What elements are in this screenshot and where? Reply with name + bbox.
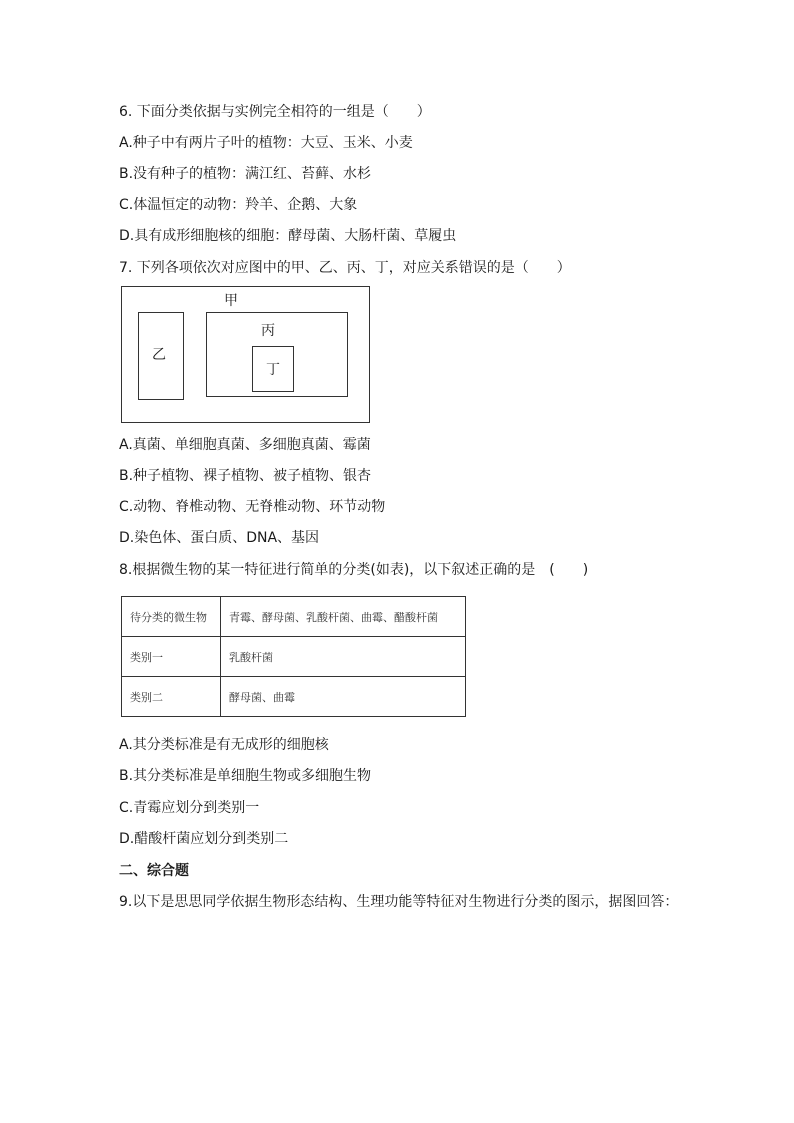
q7-option-b: B.种子植物、裸子植物、被子植物、银杏	[119, 468, 372, 484]
q8-option-c: C.青霉应划分到类别一	[119, 800, 260, 816]
q8-option-a: A.其分类标准是有无成形的细胞核	[119, 737, 329, 753]
table-cell: 酵母菌、曲霉	[221, 677, 466, 717]
table-cell: 类别一	[122, 637, 221, 677]
q6-option-d: D.具有成形细胞核的细胞：酵母菌、大肠杆菌、草履虫	[119, 228, 457, 244]
table-row	[122, 637, 466, 677]
q8-option-d: D.醋酸杆菌应划分到类别二	[119, 831, 289, 847]
q6-stem: 6. 下面分类依据与实例完全相符的一组是（ ）	[119, 104, 431, 120]
table-cell: 青霉、酵母菌、乳酸杆菌、曲霉、醋酸杆菌	[221, 597, 466, 637]
box-bing	[206, 312, 348, 397]
table-cell: 类别二	[122, 677, 221, 717]
q7-option-d: D.染色体、蛋白质、DNA、基因	[119, 530, 320, 546]
box-yi	[138, 312, 184, 400]
label-bing: 丙	[261, 323, 275, 339]
label-ding: 丁	[266, 362, 280, 378]
q7-option-c: C.动物、脊椎动物、无脊椎动物、环节动物	[119, 499, 386, 515]
table-cell: 待分类的微生物	[122, 597, 221, 637]
box-ding	[252, 346, 294, 392]
q6-option-b: B.没有种子的植物：满江红、苔藓、水杉	[119, 166, 372, 182]
q6-option-c: C.体温恒定的动物：羚羊、企鹅、大象	[119, 197, 358, 213]
table-cell: 乳酸杆菌	[221, 637, 466, 677]
q7-set-diagram	[121, 286, 370, 423]
label-yi: 乙	[152, 347, 166, 363]
table-row	[122, 677, 466, 717]
q8-classification-table	[121, 596, 466, 717]
q9-stem: 9.以下是思思同学依据生物形态结构、生理功能等特征对生物进行分类的图示，据图回答：	[119, 894, 679, 910]
q6-option-a: A.种子中有两片子叶的植物：大豆、玉米、小麦	[119, 135, 413, 151]
q7-stem: 7. 下列各项依次对应图中的甲、乙、丙、丁，对应关系错误的是（ ）	[119, 260, 571, 276]
q8-option-b: B.其分类标准是单细胞生物或多细胞生物	[119, 768, 372, 784]
q7-option-a: A.真菌、单细胞真菌、多细胞真菌、霉菌	[119, 437, 371, 453]
section-heading: 二、综合题	[119, 863, 189, 879]
label-jia: 甲	[224, 293, 238, 309]
table-row	[122, 597, 466, 637]
q8-stem: 8.根据微生物的某一特征进行简单的分类(如表)，以下叙述正确的是 ( )	[119, 562, 589, 578]
